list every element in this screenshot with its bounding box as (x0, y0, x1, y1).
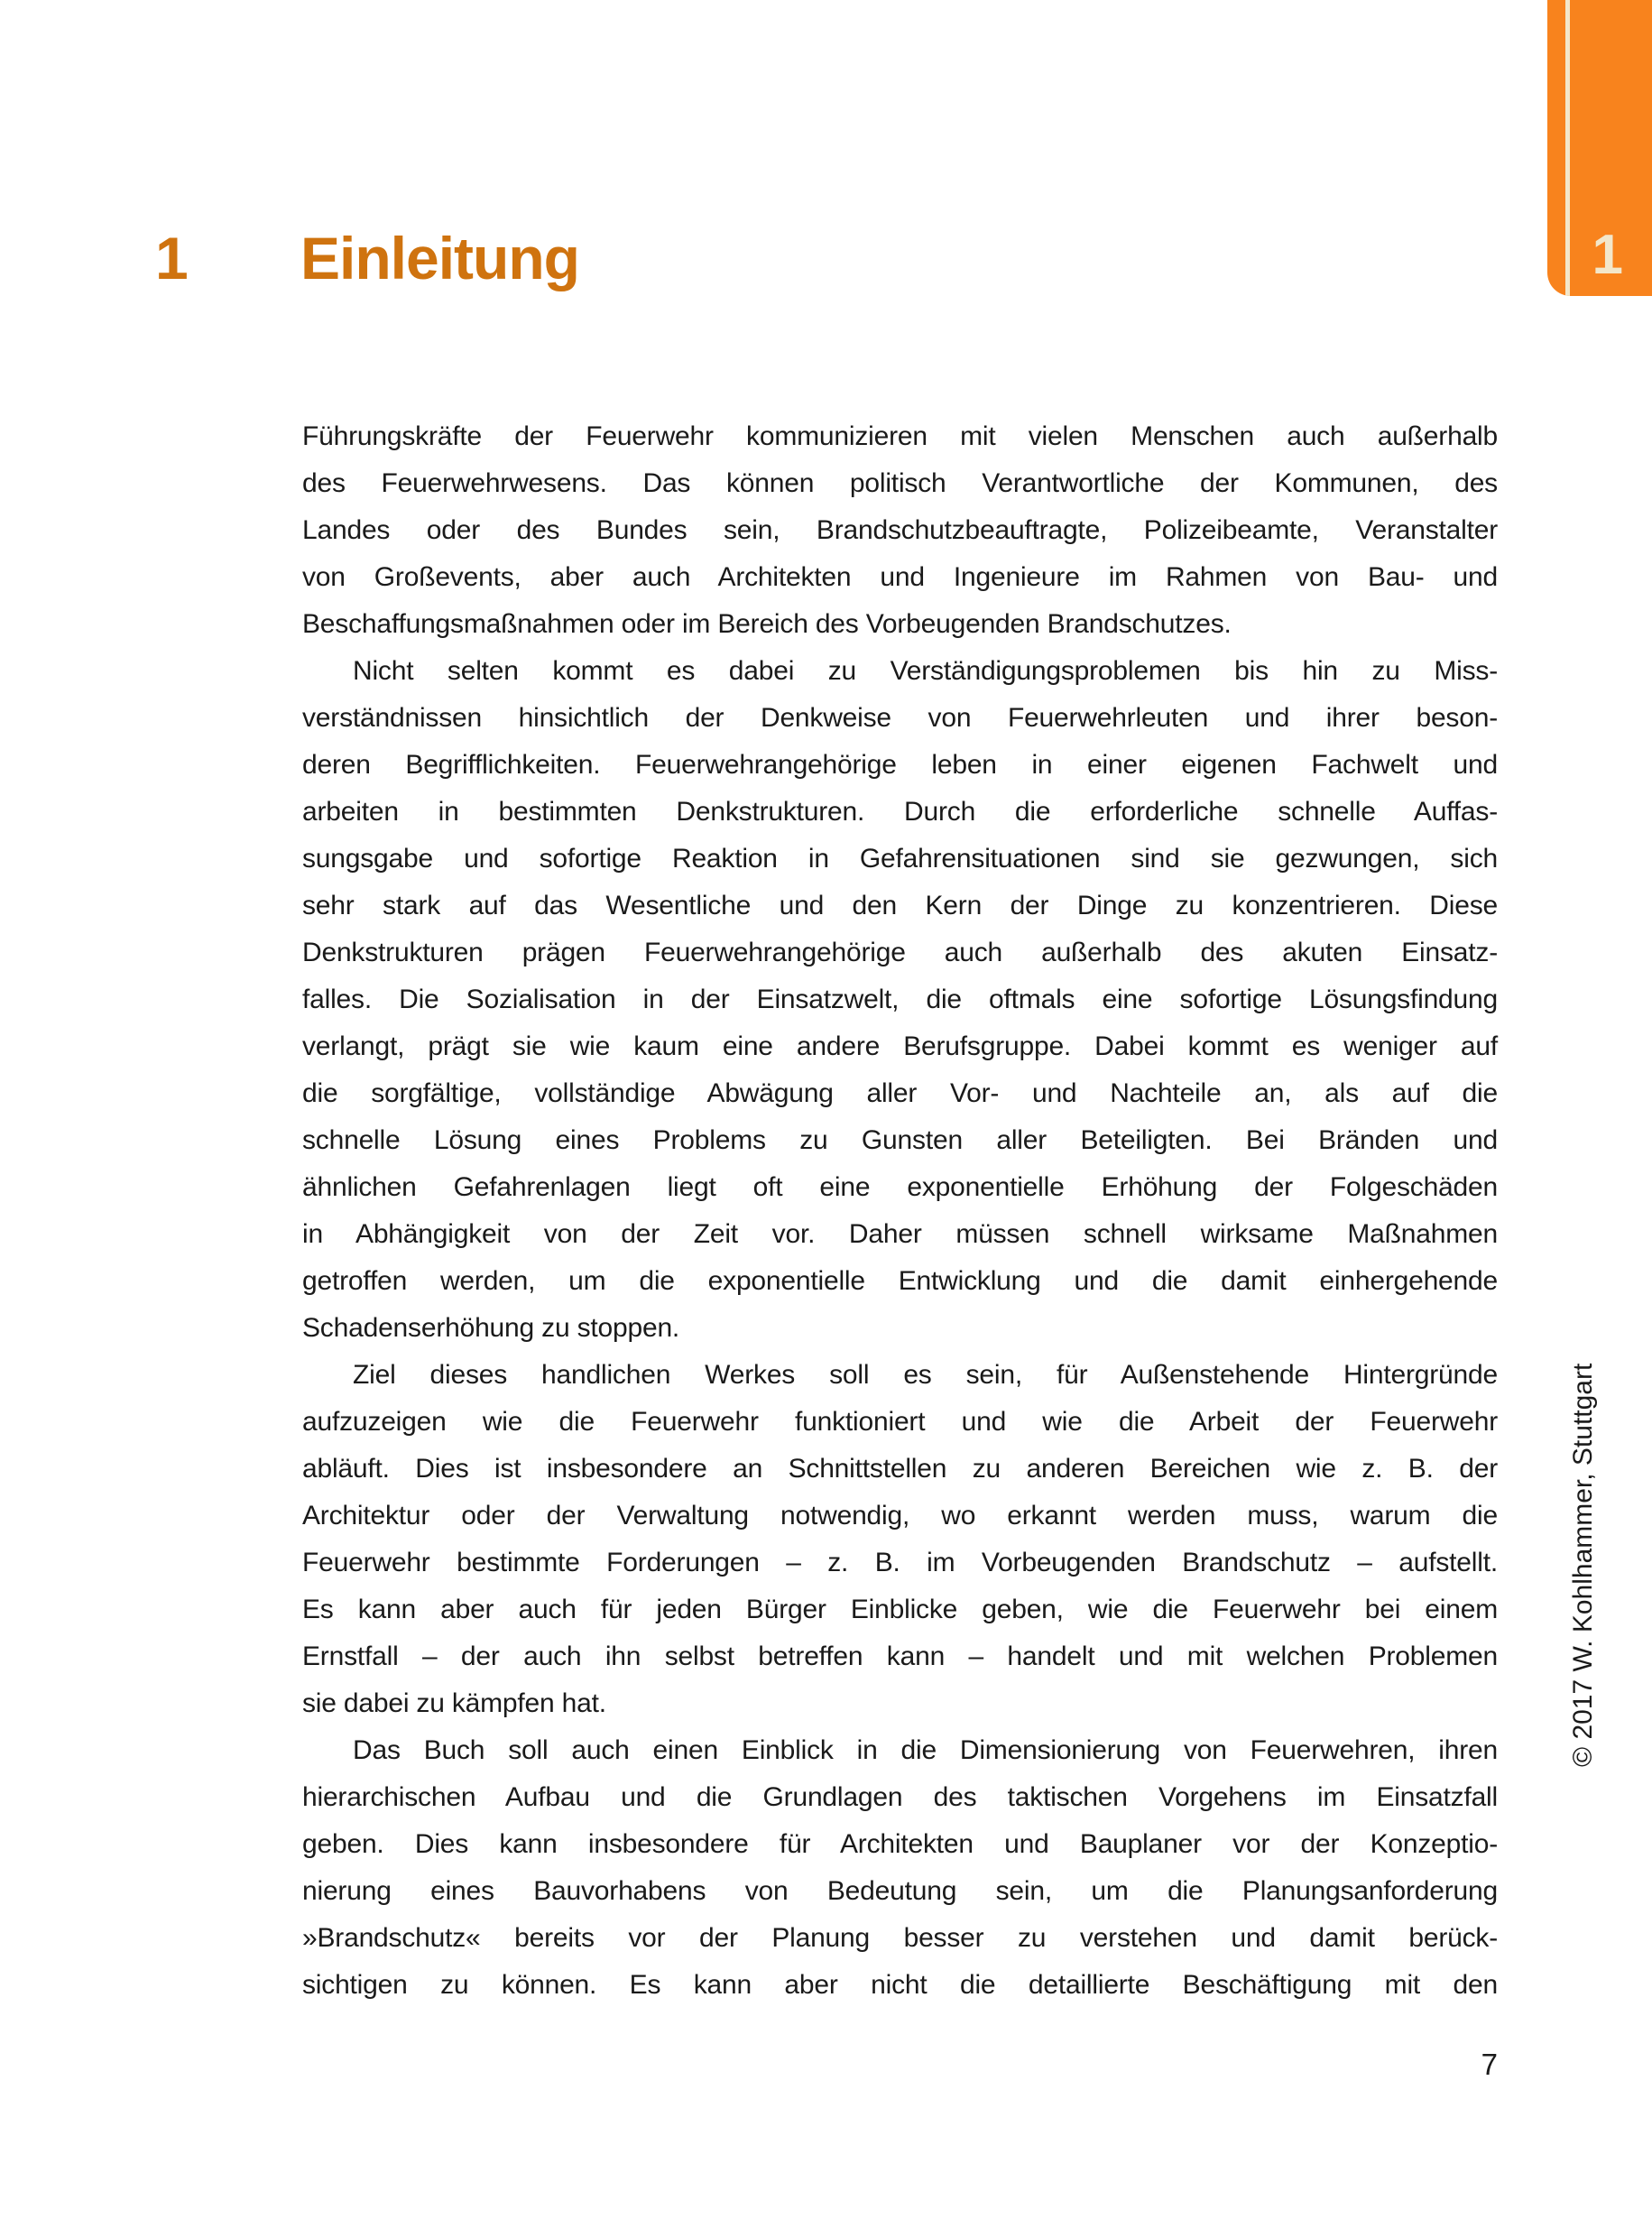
text-line: hierarchischen Aufbau und die Grundlagen des taktischen Vorgehens im Einsatzfall (302, 1782, 1498, 1812)
paragraph (302, 1727, 1498, 2009)
text-line: sie dabei zu kämpfen hat. (302, 1688, 606, 1718)
text-line: des Feuerwehrwesens. Das können politisch Verantwortliche der Kommunen, des (302, 468, 1498, 498)
text-line: verständnissen hinsichtlich der Denkweise von Feuerwehrleuten und ihrer beson- (302, 703, 1498, 733)
text-line: in Abhängigkeit von der Zeit vor. Daher müssen schnell wirksame Maßnahmen (302, 1219, 1498, 1249)
text-line: getroffen werden, um die exponentielle Entwicklung und die damit einhergehende (302, 1266, 1498, 1296)
text-line: nierung eines Bauvorhabens von Bedeutung sein, um die Planungsanforderung (302, 1876, 1498, 1906)
text-line: Denkstrukturen prägen Feuerwehrangehörige auch außerhalb des akuten Einsatz- (302, 938, 1498, 967)
text-line: schnelle Lösung eines Problems zu Gunsten aller Beteiligten. Bei Bränden und (302, 1125, 1498, 1155)
text-line: Architektur oder der Verwaltung notwendig, wo erkannt werden muss, warum die (302, 1501, 1498, 1531)
text-line: Beschaffungsmaßnahmen oder im Bereich des Vorbeugenden Brandschutzes. (302, 609, 1232, 639)
text-line: verlangt, prägt sie wie kaum eine andere Berufsgruppe. Dabei kommt es weniger auf (302, 1031, 1498, 1061)
page-number: 7 (1481, 2048, 1498, 2081)
text-line: falles. Die Sozialisation in der Einsatzwelt, die oftmals eine sofortige Lösungsfindung (302, 985, 1498, 1014)
text-line: Feuerwehr bestimmte Forderungen – z. B. im Vorbeugenden Brandschutz – aufstellt. (302, 1548, 1498, 1577)
text-line: Landes oder des Bundes sein, Brandschutzbeauftragte, Polizeibeamte, Veranstalter (302, 515, 1498, 545)
text-line: »Brandschutz« bereits vor der Planung besser zu verstehen und damit berück- (302, 1923, 1498, 1953)
chapter-title: Einleitung (300, 225, 579, 291)
text-line: Es kann aber auch für jeden Bürger Einblicke geben, wie die Feuerwehr bei einem (302, 1595, 1498, 1624)
text-line: deren Begrifflichkeiten. Feuerwehrangehörige leben in einer eigenen Fachwelt und (302, 750, 1498, 780)
chapter-tab (1547, 0, 1652, 296)
text-line: sichtigen zu können. Es kann aber nicht die detaillierte Beschäftigung mit den (302, 1970, 1498, 2000)
text-line: aufzuzeigen wie die Feuerwehr funktioniert und wie die Arbeit der Feuerwehr (302, 1407, 1498, 1437)
chapter-number: 1 (155, 225, 188, 291)
chapter-heading (0, 222, 1498, 294)
text-line: die sorgfältige, vollständige Abwägung aller Vor- und Nachteile an, als auf die (302, 1078, 1498, 1108)
text-line: Nicht selten kommt es dabei zu Verständigungsproblemen bis hin zu Miss- (353, 656, 1498, 686)
text-line: Ziel dieses handlichen Werkes soll es sein, für Außenstehende Hintergründe (353, 1360, 1498, 1390)
text-line: sehr stark auf das Wesentliche und den Kern der Dinge zu konzentrieren. Diese (302, 891, 1498, 920)
text-line: Führungskräfte der Feuerwehr kommunizieren mit vielen Menschen auch außerhalb (302, 421, 1498, 451)
text-line: Das Buch soll auch einen Einblick in die Dimensionierung von Feuerwehren, ihren (353, 1735, 1498, 1765)
paragraph (302, 413, 1498, 648)
text-line: Ernstfall – der auch ihn selbst betreffen kann – handelt und mit welchen Problemen (302, 1642, 1498, 1671)
text-line: abläuft. Dies ist insbesondere an Schnittstellen zu anderen Bereichen wie z. B. der (302, 1454, 1498, 1484)
paragraph (302, 648, 1498, 1352)
text-line: von Großevents, aber auch Architekten und Ingenieure im Rahmen von Bau- und (302, 562, 1498, 592)
body-text (302, 413, 1498, 2009)
text-line: ähnlichen Gefahrenlagen liegt oft eine exponentielle Erhöhung der Folgeschäden (302, 1172, 1498, 1202)
copyright-vertical-text: © 2017 W. Kohlhammer, Stuttgart (1568, 1363, 1598, 1767)
tab-divider-line (1565, 0, 1570, 296)
text-line: geben. Dies kann insbesondere für Architekten und Bauplaner vor der Konzeptio- (302, 1829, 1498, 1859)
text-line: arbeiten in bestimmten Denkstrukturen. Durch die erforderliche schnelle Auffas- (302, 797, 1498, 827)
paragraph (302, 1352, 1498, 1727)
text-line: Schadenserhöhung zu stoppen. (302, 1313, 680, 1343)
text-line: sungsgabe und sofortige Reaktion in Gefahrensituationen sind sie gezwungen, sich (302, 844, 1498, 874)
tab-chapter-number: 1 (1592, 224, 1623, 286)
